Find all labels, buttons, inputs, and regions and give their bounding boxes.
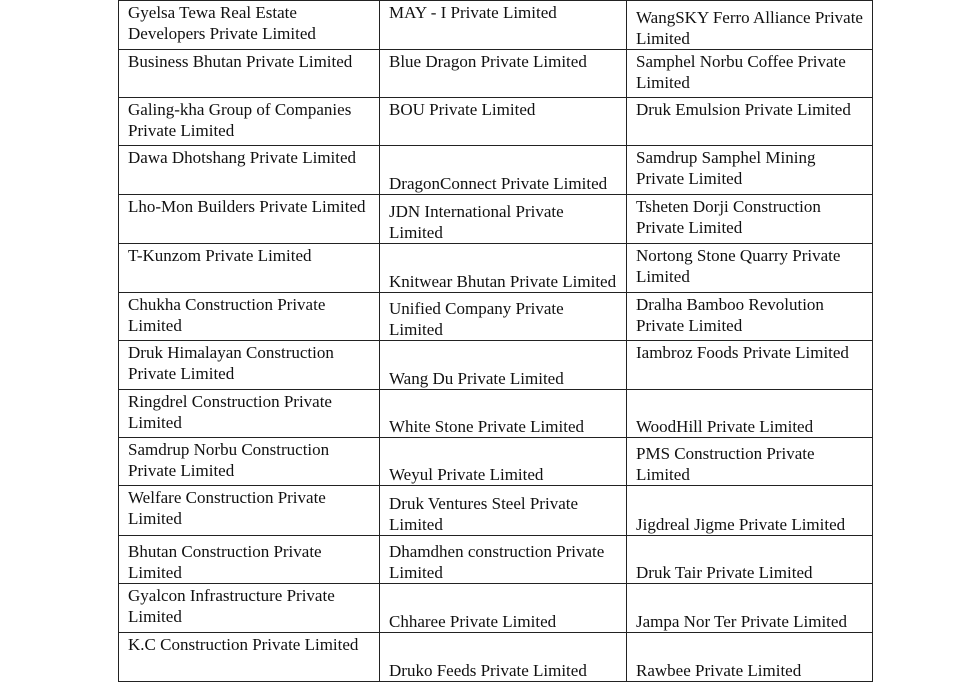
- company-name: Bhutan Construction Private Limited: [128, 542, 322, 582]
- company-name: Chharee Private Limited: [389, 612, 557, 631]
- table-cell: [119, 536, 380, 584]
- company-name: Weyul Private Limited: [389, 465, 544, 484]
- table-cell: [119, 1, 380, 50]
- table-cell: [119, 98, 380, 146]
- table-row: [119, 438, 873, 486]
- table-cell: [380, 633, 627, 682]
- table-cell: [119, 195, 380, 244]
- company-name: T-Kunzom Private Limited: [128, 246, 312, 265]
- company-name: Ringdrel Construction Private Limited: [128, 392, 332, 432]
- table-cell: [627, 293, 873, 341]
- table-cell: [380, 1, 627, 50]
- table-cell: [119, 584, 380, 633]
- company-name: Wang Du Private Limited: [389, 369, 564, 388]
- table-cell: [627, 584, 873, 633]
- company-name: PMS Construction Private Limited: [636, 444, 815, 484]
- company-name: BOU Private Limited: [389, 100, 536, 119]
- table-row: [119, 390, 873, 438]
- table-cell: [627, 146, 873, 195]
- table-cell: [119, 438, 380, 486]
- company-name: WangSKY Ferro Alliance Private Limited: [636, 8, 863, 48]
- table-cell: [119, 244, 380, 293]
- table-cell: [627, 98, 873, 146]
- table-cell: [119, 633, 380, 682]
- company-name: DragonConnect Private Limited: [389, 174, 608, 193]
- company-name: Druk Emulsion Private Limited: [636, 100, 851, 119]
- company-name: Gyelsa Tewa Real Estate Developers Private Limited: [128, 3, 316, 43]
- company-name: Lho-Mon Builders Private Limited: [128, 197, 366, 216]
- company-name: Unified Company Private Limited: [389, 299, 564, 339]
- table-row: [119, 584, 873, 633]
- table-cell: [627, 486, 873, 536]
- table-row: [119, 98, 873, 146]
- table-cell: [380, 146, 627, 195]
- table-cell: [627, 1, 873, 50]
- table-cell: [380, 438, 627, 486]
- table-row: [119, 293, 873, 341]
- company-name: Druk Himalayan Construction Private Limited: [128, 343, 334, 383]
- table-cell: [380, 98, 627, 146]
- table-cell: [119, 486, 380, 536]
- table-cell: [119, 146, 380, 195]
- table-cell: [380, 341, 627, 390]
- company-name: Rawbee Private Limited: [636, 661, 802, 680]
- table-cell: [119, 390, 380, 438]
- table-cell: [627, 341, 873, 390]
- table-row: [119, 341, 873, 390]
- company-name: Gyalcon Infrastructure Private Limited: [128, 586, 335, 626]
- company-name: Blue Dragon Private Limited: [389, 52, 587, 71]
- company-name: K.C Construction Private Limited: [128, 635, 359, 654]
- table-row: [119, 50, 873, 98]
- company-name: Dawa Dhotshang Private Limited: [128, 148, 357, 167]
- table-cell: [380, 195, 627, 244]
- company-name: Knitwear Bhutan Private Limited: [389, 272, 617, 291]
- company-name: Druk Ventures Steel Private Limited: [389, 494, 579, 534]
- company-name: Dhamdhen construction Private Limited: [389, 542, 605, 582]
- table-row: [119, 536, 873, 584]
- company-name: Druk Tair Private Limited: [636, 563, 813, 582]
- company-name: Business Bhutan Private Limited: [128, 52, 353, 71]
- company-name: Iambroz Foods Private Limited: [636, 343, 849, 362]
- table-row: [119, 1, 873, 50]
- table-cell: [627, 244, 873, 293]
- table-cell: [627, 195, 873, 244]
- company-name: Galing-kha Group of Companies Private Limited: [128, 100, 352, 140]
- table-cell: [627, 633, 873, 682]
- table-cell: [627, 390, 873, 438]
- company-name: Nortong Stone Quarry Private Limited: [636, 246, 841, 286]
- company-name: Dralha Bamboo Revolution Private Limited: [636, 295, 824, 335]
- table-cell: [119, 341, 380, 390]
- table-row: [119, 244, 873, 293]
- company-name: Druko Feeds Private Limited: [389, 661, 587, 680]
- company-name: MAY - I Private Limited: [389, 3, 557, 22]
- table-cell: [119, 50, 380, 98]
- company-name: Samdrup Samphel Mining Private Limited: [636, 148, 816, 188]
- table-row: [119, 633, 873, 682]
- table-cell: [380, 390, 627, 438]
- table-cell: [627, 438, 873, 486]
- company-name: Jampa Nor Ter Private Limited: [636, 612, 847, 631]
- table-cell: [380, 50, 627, 98]
- company-name: Chukha Construction Private Limited: [128, 295, 326, 335]
- table-row: [119, 486, 873, 536]
- company-name: Tsheten Dorji Construction Private Limited: [636, 197, 821, 237]
- table-cell: [380, 293, 627, 341]
- table-row: [119, 195, 873, 244]
- company-name: Samdrup Norbu Construction Private Limited: [128, 440, 330, 480]
- company-name: Samphel Norbu Coffee Private Limited: [636, 52, 846, 92]
- table-cell: [119, 293, 380, 341]
- company-name: White Stone Private Limited: [389, 417, 584, 436]
- company-name: WoodHill Private Limited: [636, 417, 814, 436]
- company-table-body: [119, 1, 873, 682]
- table-cell: [627, 536, 873, 584]
- table-cell: [380, 486, 627, 536]
- company-name: Welfare Construction Private Limited: [128, 488, 326, 528]
- table-cell: [380, 584, 627, 633]
- company-name: JDN International Private Limited: [389, 202, 564, 242]
- table-row: [119, 146, 873, 195]
- table-cell: [380, 536, 627, 584]
- company-table: [118, 0, 873, 682]
- table-cell: [380, 244, 627, 293]
- company-name: Jigdreal Jigme Private Limited: [636, 515, 846, 534]
- table-cell: [627, 50, 873, 98]
